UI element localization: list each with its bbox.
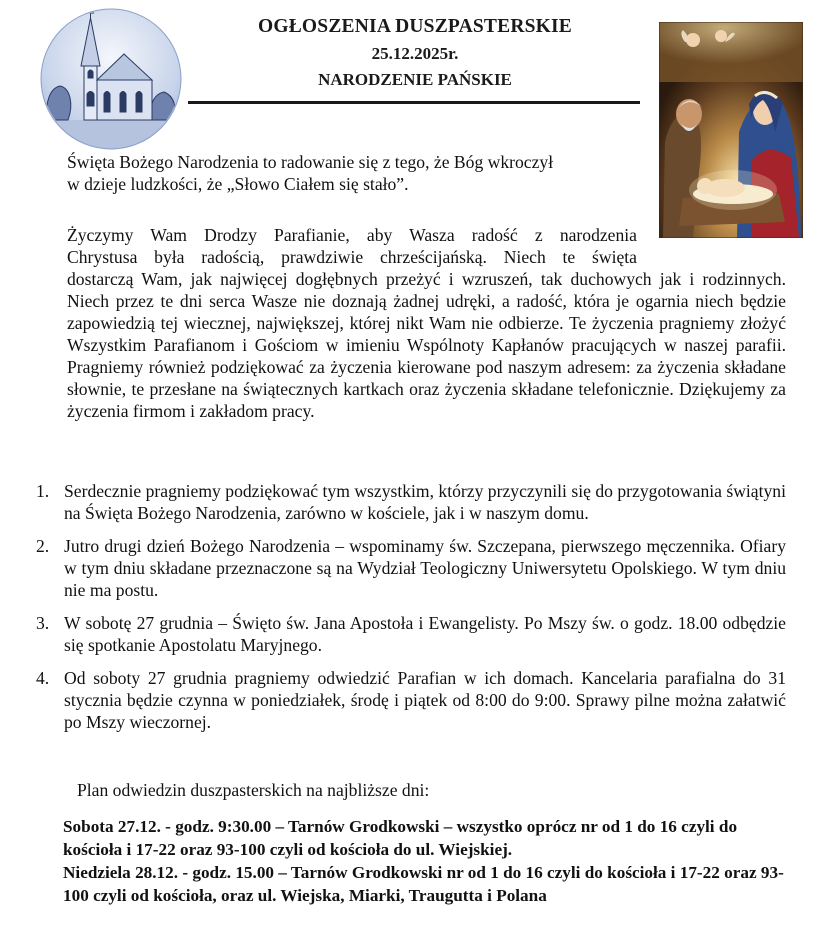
feast-name: NARODZENIE PAŃSKIE <box>318 70 512 89</box>
intro-line: w dzieje ludzkości, że „Słowo Ciałem się stało”. <box>67 174 409 194</box>
notice-item <box>36 480 786 524</box>
intro-line: Życzymy Wam Drodzy Parafianie, aby Wasza radość z narodzenia <box>67 225 637 245</box>
header-divider <box>188 101 640 104</box>
notice-item <box>36 535 786 601</box>
intro-paragraph-2 <box>67 224 786 422</box>
notice-item <box>36 612 786 656</box>
schedule-entry: Niedziela 28.12. - godz. 15.00 – Tarnów Grodkowski nr od 1 do 16 czyli do kościoła i 17-22 oraz 93-100 czyli od kościoła, oraz ul. Wiejska, Miarki, Traugutta i Polana <box>63 863 784 905</box>
schedule-entry: Sobota 27.12. - godz. 9:30.00 – Tarnów Grodkowski – wszystko oprócz nr od 1 do 16 czyli do kościoła i 17-22 oraz 93-100 czyli od kościoła do ul. Wiejskiej. <box>63 817 738 859</box>
notice-text: Od soboty 27 grudnia pragniemy odwiedzić Parafian w ich domach. Kancelaria parafialna do 31 stycznia będzie czynna w poniedziałek, środę i piątek od 8:00 do 9:00. Sprawy pilne można załatwić po Mszy wieczornej. <box>64 668 786 732</box>
church-logo-icon <box>40 8 182 150</box>
notice-text: Jutro drugi dzień Bożego Narodzenia – wspominamy św. Szczepana, pierwszego męczennika. Ofiary w tym dniu składane przeznaczone są na Wydział Teologiczny Uniwersytetu Opolskiego. W tym dniu nie ma postu. <box>64 536 786 600</box>
notice-number: 2. <box>36 536 50 556</box>
visit-schedule <box>63 815 788 907</box>
notice-text: W sobotę 27 grudnia – Święto św. Jana Apostoła i Ewangelisty. Po Mszy św. o godz. 18.00 odbędzie się spotkanie Apostolatu Maryjnego. <box>64 613 786 655</box>
nativity-painting-icon <box>659 22 803 238</box>
page-title: OGŁOSZENIA DUSZPASTERSKIE <box>257 16 573 37</box>
notice-number: 3. <box>36 613 50 633</box>
visit-plan-heading: Plan odwiedzin duszpasterskich na najbliższe dni: <box>77 780 430 800</box>
notice-number: 4. <box>36 668 50 688</box>
intro-paragraph-2-body: dostarczą Wam, jak najwięcej dogłębnych przeżyć i wzruszeń, tak duchowych jak i rodzinnych. Niech przez te dni serca Wasze nie doznają żadnej udręki, a radość, która je ogarnia niech będzie zapowiedzią tej wiecznej, największej, której nikt Wam nie odbierze. Te życzenia pragniemy złożyć Wszystkim Parafianom i Gościom w imieniu Wspólnoty Kapłanów pracujących w naszej parafii. Pragniemy również podziękować za życzenia kierowane pod naszym adresem: za życzenia składane słownie, te przesłane na świątecznych kartkach oraz życzenia składane telefonicznie. Dziękujemy za życzenia firmom i zakładom pracy. <box>67 269 786 421</box>
notice-item <box>36 667 786 733</box>
header <box>190 16 640 90</box>
notice-number: 1. <box>36 481 50 501</box>
announcement-date: 25.12.2025r. <box>371 44 459 63</box>
notice-text: Serdecznie pragniemy podziękować tym wszystkim, którzy przyczynili się do przygotowania świątyni na Święta Bożego Narodzenia, zarówno w kościele, jak i w naszym domu. <box>64 481 786 523</box>
intro-paragraph-1 <box>67 151 637 195</box>
intro-line: Chrystusa była radością, prawdziwie chrześcijańską. Niech te święta <box>67 247 637 267</box>
notices-list <box>36 480 786 744</box>
intro-line: Święta Bożego Narodzenia to radowanie się z tego, że Bóg wkroczył <box>67 152 554 172</box>
